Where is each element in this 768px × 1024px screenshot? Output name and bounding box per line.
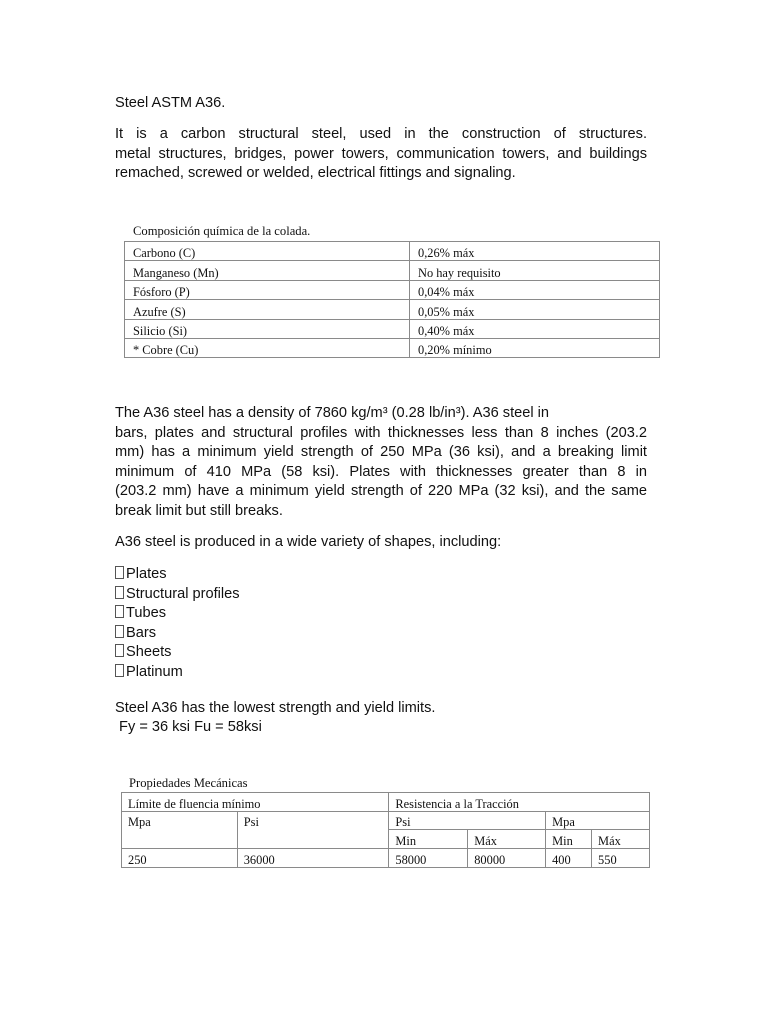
table-header-row [122, 793, 650, 812]
density-line: bars, plates and structural profiles with thicknesses less than 8 inches (203.2 [115, 424, 647, 441]
intro-line: metal structures, bridges, power towers, communication towers, and buildings [115, 145, 647, 162]
value-cell: 0,05% máx [410, 300, 660, 319]
element-cell: Fósforo (P) [125, 280, 410, 299]
table-row [125, 280, 660, 299]
density-line: The A36 steel has a density of 7860 kg/m³ (0.28 lb/in³). A36 steel in [115, 405, 550, 421]
missing-glyph-box-icon [115, 664, 124, 677]
tensile-psi-max-value: 80000 [468, 848, 546, 867]
formula-line: Fy = 36 ksi Fu = 58ksi [115, 719, 262, 735]
limits-line: Steel A36 has the lowest strength and yield limits. [115, 700, 436, 716]
list-item [115, 643, 240, 663]
psi-max-header: Máx [468, 830, 546, 849]
table-header-row [122, 811, 650, 830]
yield-mpa-header: Mpa [122, 811, 238, 848]
tensile-psi-min-value: 58000 [389, 848, 468, 867]
value-cell: 0,40% máx [410, 319, 660, 338]
element-cell: * Cobre (Cu) [125, 338, 410, 357]
composition-caption: Composición química de la colada. [133, 224, 311, 238]
yield-header: Límite de fluencia mínimo [122, 793, 389, 812]
mechanical-caption: Propiedades Mecánicas [129, 776, 248, 790]
tensile-mpa-header: Mpa [546, 811, 650, 830]
list-item [115, 624, 240, 644]
value-cell: 0,04% máx [410, 280, 660, 299]
page-title: Steel ASTM A36. [115, 95, 226, 111]
mechanical-properties-table [121, 792, 650, 868]
table-row [125, 338, 660, 357]
list-item [115, 565, 240, 585]
value-cell: 0,20% mínimo [410, 338, 660, 357]
yield-mpa-value: 250 [122, 848, 238, 867]
missing-glyph-box-icon [115, 566, 124, 579]
yield-psi-header: Psi [237, 811, 389, 848]
psi-min-header: Min [389, 830, 468, 849]
element-cell: Carbono (C) [125, 242, 410, 261]
shape-label: Plates [126, 566, 167, 582]
density-line: minimum of 410 MPa (58 ksi). Plates with thicknesses greater than 8 in [115, 463, 647, 480]
missing-glyph-box-icon [115, 644, 124, 657]
yield-psi-value: 36000 [237, 848, 389, 867]
tensile-header: Resistencia a la Tracción [389, 793, 650, 812]
shape-label: Platinum [126, 663, 183, 680]
intro-line: It is a carbon structural steel, used in the construction of structures. [115, 126, 647, 142]
table-row [122, 848, 650, 867]
density-paragraph [115, 404, 647, 521]
missing-glyph-box-icon [115, 605, 124, 618]
missing-glyph-box-icon [115, 625, 124, 638]
missing-glyph-box-icon [115, 586, 124, 599]
shape-label: Bars [126, 624, 157, 641]
table-row [125, 242, 660, 261]
mpa-min-header: Min [546, 830, 592, 849]
element-cell: Silicio (Si) [125, 319, 410, 338]
density-line: (203.2 mm) have a minimum yield strength of 220 MPa (32 ksi), and the same [115, 483, 647, 499]
value-cell: No hay requisito [410, 261, 660, 280]
list-item [115, 663, 240, 683]
shapes-list [115, 565, 240, 682]
tensile-mpa-max-value: 550 [592, 848, 650, 867]
tensile-mpa-min-value: 400 [546, 848, 592, 867]
table-row [125, 261, 660, 280]
table-row [125, 319, 660, 338]
density-line: mm) has a minimum yield strength of 250 MPa (36 ksi), and a breaking limit [115, 444, 647, 460]
element-cell: Azufre (S) [125, 300, 410, 319]
mpa-max-header: Máx [592, 830, 650, 849]
list-item [115, 604, 240, 624]
intro-paragraph [115, 125, 647, 184]
intro-line: remached, screwed or welded, electrical fittings and signaling. [115, 165, 516, 181]
shape-label: Structural profiles [126, 585, 240, 602]
density-line: break limit but still breaks. [115, 502, 283, 519]
shapes-intro: A36 steel is produced in a wide variety of shapes, including: [115, 534, 502, 550]
shape-label: Sheets [126, 644, 172, 660]
list-item [115, 585, 240, 605]
tensile-psi-header: Psi [389, 811, 546, 830]
element-cell: Manganeso (Mn) [125, 261, 410, 280]
value-cell: 0,26% máx [410, 242, 660, 261]
shape-label: Tubes [126, 605, 167, 621]
table-row [125, 300, 660, 319]
composition-table [124, 241, 660, 358]
